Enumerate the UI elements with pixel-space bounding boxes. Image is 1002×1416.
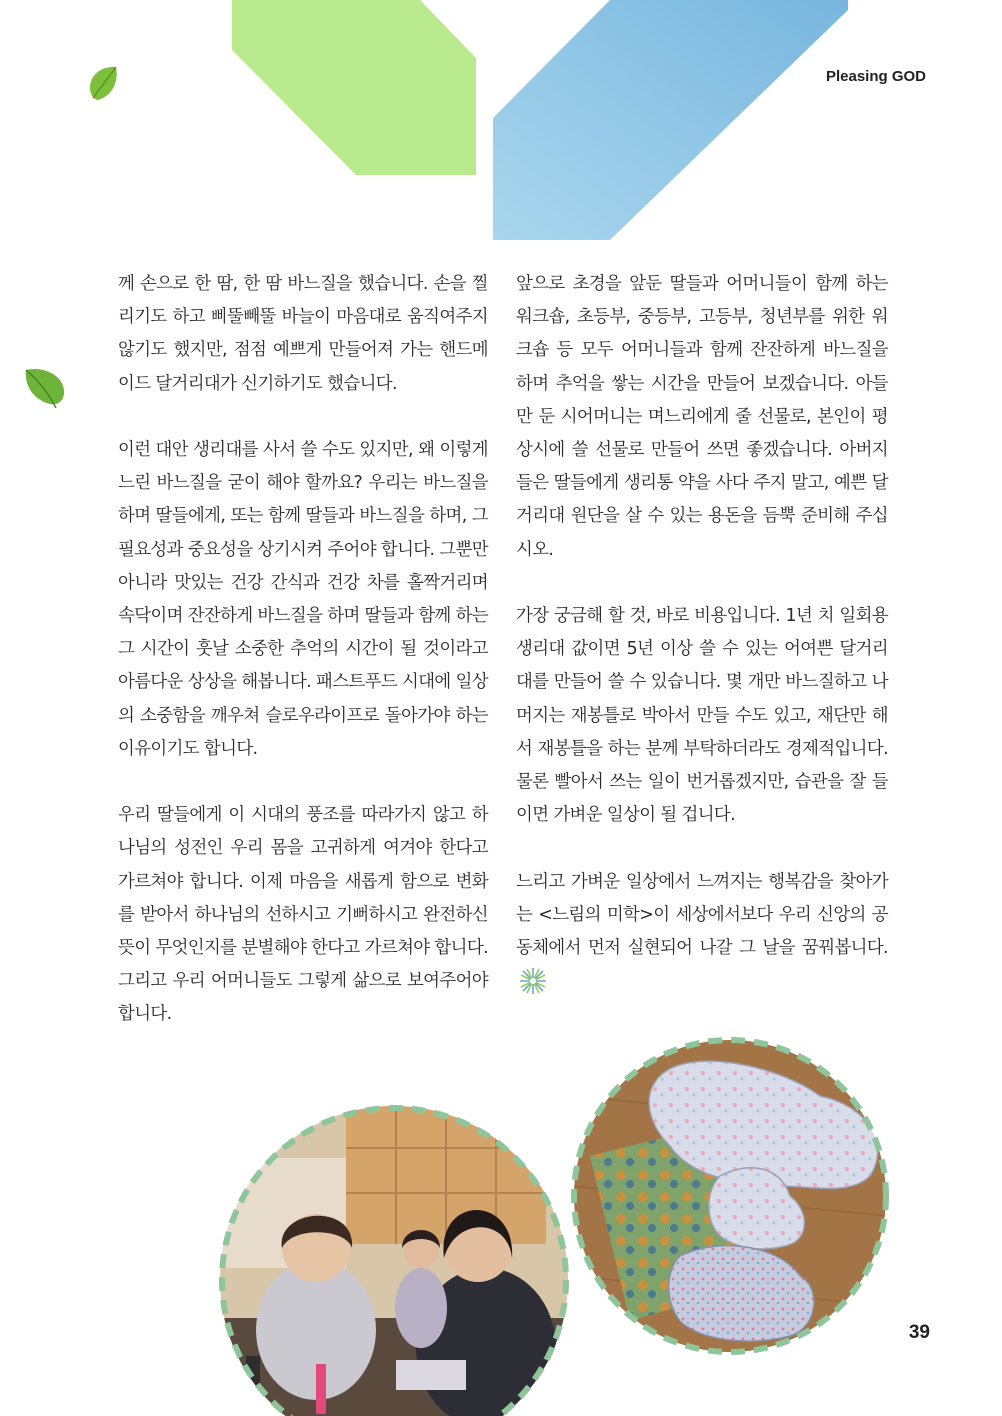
paragraph-text: 느리고 가벼운 일상에서 느껴지는 행복감을 찾아가는 <느림의 미학>이 세상에서보다 우리 신앙의 공동체에서 먼저 실현되어 나갈 그 날을 꿈꿔봅니다. [516,871,888,959]
paragraph: 앞으로 초경을 앞둔 딸들과 어머니들이 함께 하는 워크숍, 초등부, 중등부, 고등부, 청년부를 위한 워크숍 등 모두 어머니들과 함께 잔잔하게 바느질을 하며 추억을 쌓는 시간을 만들어 보겠습니다. 아들만 둔 시어머니는 며느리에게 줄 선물로, 본인이 평상시에 쓸 선물로 만들어 쓰면 좋겠습니다. 아버지들은 딸들에게 생리통 약을 사다 주지 말고, 예쁜 달거리대 원단을 살 수 있는 용돈을 듬뿍 준비해 주십시오. [516,274,888,560]
green-banner-shape [0,0,1002,250]
paragraph: 이런 대안 생리대를 사서 쓸 수도 있지만, 왜 이렇게 느린 바느질을 굳이 해야 할까요? 우리는 바느질을 하며 딸들에게, 또는 함께 딸들과 바느질을 하며, 그 필요성과 중요성을 상기시켜 주어야 합니다. 그뿐만 아니라 맛있는 건강 간식과 건강 차를 홀짝거리며 속닥이며 잔잔하게 바느질을 하며 딸들과 함께 하는 그 시간이 훗날 소중한 추억의 시간이 될 것이라고 아름다운 상상을 해봅니다. 패스트푸드 시대에 일상의 소중함을 깨우쳐 슬로우라이프로 돌아가야 하는 이유이기도 합니다. [118,440,488,759]
paragraph [516,866,888,999]
paragraph: 우리 딸들에게 이 시대의 풍조를 따라가지 않고 하나님의 성전인 우리 몸을 고귀하게 여겨야 한다고 가르쳐야 합니다. 이제 마음을 새롭게 함으로 변화를 받아서 하나님의 선하시고 기뻐하시고 완전하신 뜻이 무엇인지를 분별해야 한다고 가르쳐야 합니다. 그리고 우리 어머니들도 그렇게 삶으로 보여주어야 합니다. [118,805,488,1025]
leaf-icon [22,364,68,410]
body-column-left [118,268,488,1065]
paragraph: 께 손으로 한 땀, 한 땀 바느질을 했습니다. 손을 찔리기도 하고 삐뚤빼뚤 바늘이 마음대로 움직여주지 않기도 했지만, 점점 예쁘게 만들어져 가는 핸드메이드 달거리대가 신기하기도 했습니다. [118,274,488,394]
page-number: 39 [908,1322,930,1343]
sparkle-burst-icon [518,966,548,996]
cloth-pads-photo [570,1036,890,1356]
leaf-icon [86,64,120,102]
section-title: Pleasing GOD [825,68,926,85]
body-column-right [516,268,888,1032]
paragraph: 가장 궁금해 할 것, 바로 비용입니다. 1년 치 일회용 생리대 값이면 5년 이상 쓸 수 있는 어여쁜 달거리대를 만들어 쓸 수 있습니다. 몇 개만 바느질하고 나머지는 재봉틀로 박아서 만들 수도 있고, 재단만 해서 재봉틀을 하는 분께 부탁하더라도 경제적입니다. 물론 빨아서 쓰는 일이 번거롭겠지만, 습관을 잘 들이면 가벼운 일상이 될 겁니다. [516,606,888,826]
workshop-photo [216,1098,572,1416]
